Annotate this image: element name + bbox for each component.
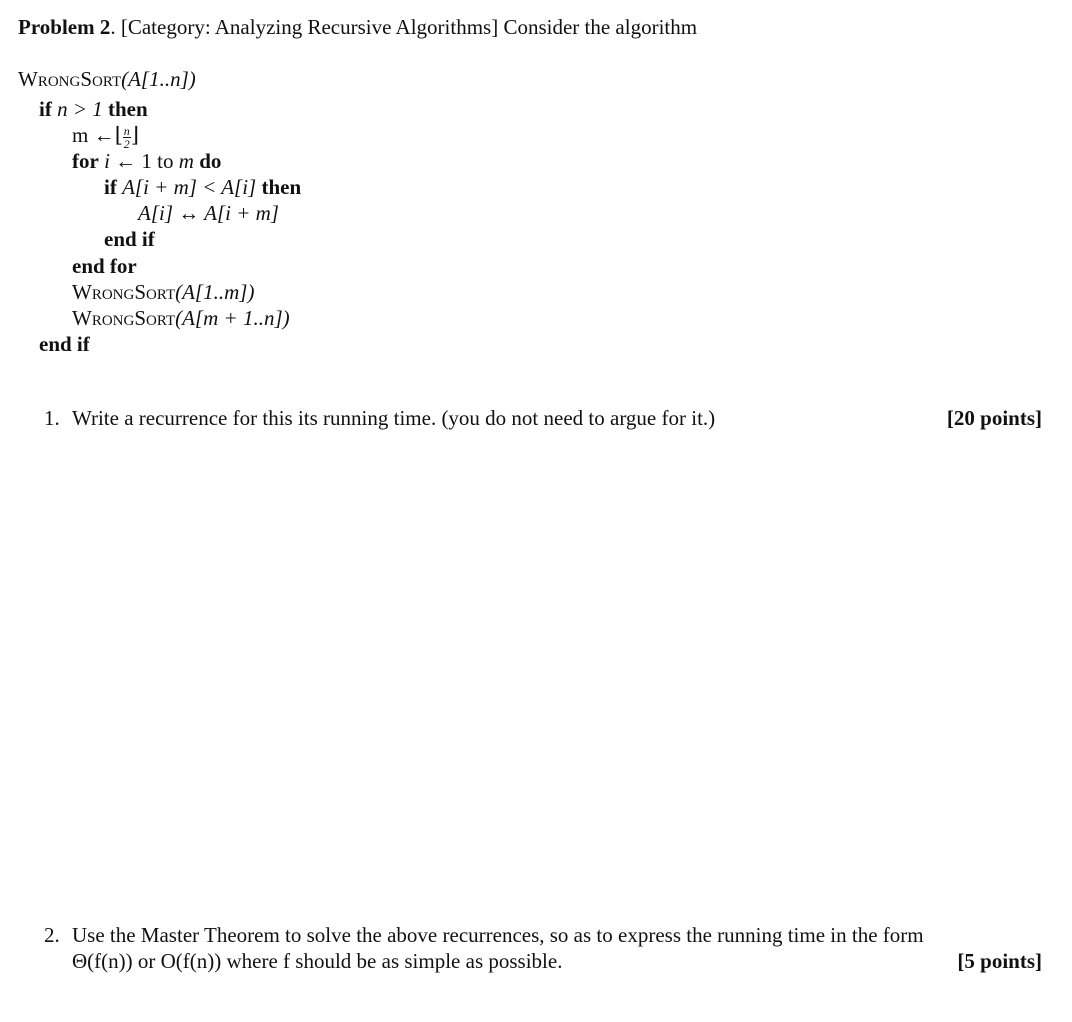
question-2-points: [5 points] (957, 949, 1042, 973)
algo-outer-end-if: end if (39, 332, 90, 356)
algo-for-upper: m (178, 149, 194, 173)
question-2-number: 2. (44, 923, 60, 947)
question-2 (44, 922, 1042, 974)
algo-inner-then-keyword: then (261, 175, 302, 199)
algo-call2-args: (A[m + 1..n]) (175, 306, 290, 330)
algo-header-args: (A[1..n]) (121, 67, 196, 91)
algo-for-line (72, 149, 221, 173)
algo-inner-condition: A[i + m] < A[i] (122, 175, 257, 199)
problem-intro: Consider the algorithm (503, 15, 698, 39)
algo-header-line (18, 67, 196, 91)
algo-call2-line (72, 306, 290, 330)
algo-for-range: ← 1 to (115, 149, 174, 173)
algo-assign-lhs: m ← (72, 123, 115, 147)
problem-label: Problem 2 (18, 15, 111, 39)
algo-do-keyword: do (199, 149, 222, 173)
algo-call1-name: WrongSort (72, 280, 176, 304)
algo-for-keyword: for (72, 149, 99, 173)
algo-call1-args: (A[1..m]) (175, 280, 255, 304)
algo-for-var: i (104, 149, 110, 173)
algo-assign-line (72, 123, 139, 150)
floor-right-icon: ⌋ (130, 123, 139, 147)
algo-if-keyword: if (39, 97, 52, 121)
question-2-line2: Θ(f(n)) or O(f(n)) where f should be as simple as possible. (72, 949, 563, 973)
problem-category: [Category: Analyzing Recursive Algorithms] (120, 15, 499, 39)
floor-left-icon: ⌊ (114, 123, 123, 147)
algo-then-keyword: then (108, 97, 148, 121)
algo-if-line (39, 97, 148, 121)
algo-name: WrongSort (18, 67, 122, 91)
algo-call2-name: WrongSort (72, 306, 176, 330)
algo-call1-line (72, 280, 254, 304)
fraction-denominator: 2 (123, 136, 130, 151)
algo-inner-if-line (104, 175, 301, 199)
question-1-text: Write a recurrence for this its running time. (you do not need to argue for it.) (72, 406, 716, 430)
question-1 (44, 405, 1042, 431)
fraction-numerator: n (123, 123, 130, 138)
algo-if-condition: n > 1 (57, 97, 103, 121)
algo-inner-if-keyword: if (104, 175, 117, 199)
question-2-line1: Use the Master Theorem to solve the above recurrences, so as to express the running time in the form (72, 923, 924, 947)
algo-inner-end-if: end if (104, 227, 155, 251)
algo-floor-fraction (123, 125, 131, 150)
question-1-number: 1. (44, 406, 60, 430)
algo-end-for: end for (72, 254, 137, 278)
algo-swap-line: A[i] ↔ A[i + m] (138, 201, 279, 225)
problem-header: Problem 2. [Category: Analyzing Recursive Algorithms] Consider the algorithm (18, 15, 698, 39)
question-1-points: [20 points] (946, 406, 1042, 430)
